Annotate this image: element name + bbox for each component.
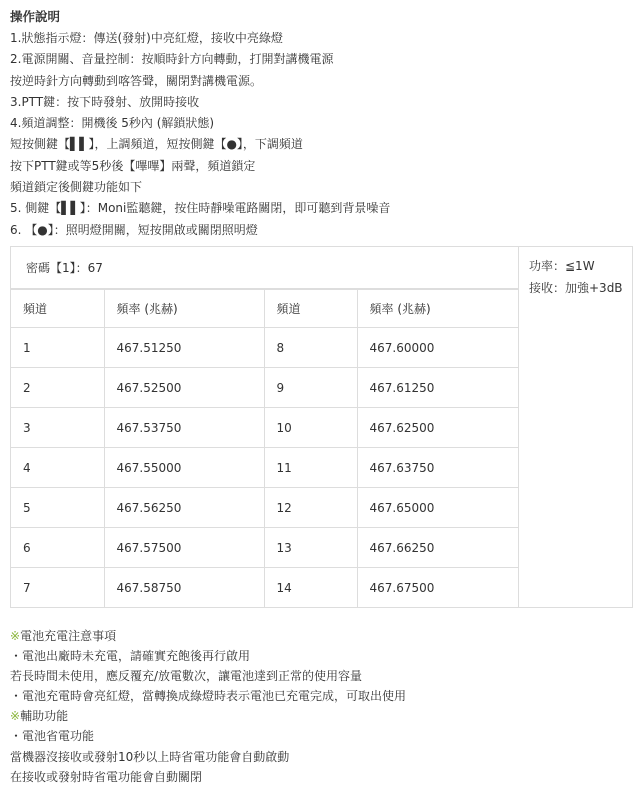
channel-table-panel [11,247,519,607]
frequency-cell: 467.62500 [357,408,519,448]
code-label: 密碼【1】：67 [11,247,518,289]
operation-title: 操作說明 [10,9,61,24]
table-header-row [11,290,519,328]
channel-cell: 1 [11,328,104,368]
battery-line-2: 若長時間未使用，應反覆充/放電數次，讓電池達到正常的使用容量 [10,669,363,684]
operation-line-1: 1.狀態指示燈：傳送(發射)中亮紅燈，接收中亮綠燈 [10,31,283,45]
frequency-cell: 467.58750 [104,568,264,608]
operation-line-9: 5. 側鍵【▌▌】：Moni監聽鍵，按住時靜噪電路關閉，即可聽到背景噪音 [10,201,391,216]
battery-line-3: ・電池充電時會亮紅燈，當轉換成綠燈時表示電池已充電完成，可取出使用 [10,689,407,704]
channel-table [11,289,519,608]
operation-section [10,6,630,241]
note-mark: ※ [10,709,21,724]
aux-title [10,706,630,726]
channel-cell: 4 [11,448,104,488]
channel-cell: 9 [264,368,357,408]
battery-title [10,626,630,646]
frequency-cell: 467.67500 [357,568,519,608]
table-row [11,328,519,368]
frequency-cell: 467.66250 [357,528,519,568]
table-row [11,568,519,608]
channel-cell: 2 [11,368,104,408]
operation-line-3: 按逆時針方向轉動到喀答聲，關閉對講機電源。 [10,73,263,88]
spec-table-box [10,246,633,608]
channel-cell: 7 [11,568,104,608]
table-row [11,448,519,488]
table-row [11,408,519,448]
table-row [11,488,519,528]
notes-section [10,626,630,787]
frequency-cell: 467.57500 [104,528,264,568]
spec-summary [529,255,633,299]
battery-line-1: ・電池出廠時未充電，請確實充飽後再行啟用 [10,649,251,664]
header-frequency: 頻率 (兆赫) [357,290,519,328]
frequency-cell: 467.53750 [104,408,264,448]
channel-cell: 8 [264,328,357,368]
operation-line-2: 2.電源開關、音量控制：按順時針方向轉動，打開對講機電源 [10,52,334,67]
operation-line-10: 6. 【●】：照明燈開關，短按開啟或關閉照明燈 [10,222,258,237]
header-channel: 頻道 [264,290,357,328]
frequency-cell: 467.52500 [104,368,264,408]
channel-cell: 10 [264,408,357,448]
aux-line-1: ・電池省電功能 [10,729,95,744]
channel-cell: 6 [11,528,104,568]
channel-cell: 5 [11,488,104,528]
aux-line-3: 在接收或發射時省電功能會自動關閉 [10,769,203,784]
frequency-cell: 467.63750 [357,448,519,488]
power-label: 功率：≦1W [529,259,595,273]
table-row [11,528,519,568]
note-mark: ※ [10,629,21,643]
header-channel: 頻道 [11,290,104,328]
operation-line-5: 4.頻道調整：開機後 5秒內 (解鎖狀態) [10,116,215,131]
frequency-cell: 467.55000 [104,448,264,488]
frequency-cell: 467.51250 [104,328,264,368]
operation-line-7: 按下PTT鍵或等5秒後【嗶嗶】兩聲，頻道鎖定 [10,158,256,173]
aux-line-2: 當機器沒接收或發射10秒以上時省電功能會自動啟動 [10,749,290,764]
channel-cell: 14 [264,568,357,608]
operation-line-4: 3.PTT鍵：按下時發射、放開時接收 [10,94,200,109]
frequency-cell: 467.56250 [104,488,264,528]
operation-line-6: 短按側鍵【▌▌】，上調頻道，短按側鍵【●】，下調頻道 [10,137,303,152]
frequency-cell: 467.60000 [357,328,519,368]
battery-title-text: 電池充電注意事項 [20,629,117,643]
operation-line-8: 頻道鎖定後側鍵功能如下 [10,180,143,195]
channel-cell: 3 [11,408,104,448]
header-frequency: 頻率 (兆赫) [104,290,264,328]
channel-cell: 12 [264,488,357,528]
channel-cell: 13 [264,528,357,568]
table-row [11,368,519,408]
channel-cell: 11 [264,448,357,488]
frequency-cell: 467.65000 [357,488,519,528]
aux-title-text: 輔助功能 [20,709,69,724]
receive-label: 接收：加強+3dB [529,281,623,295]
frequency-cell: 467.61250 [357,368,519,408]
